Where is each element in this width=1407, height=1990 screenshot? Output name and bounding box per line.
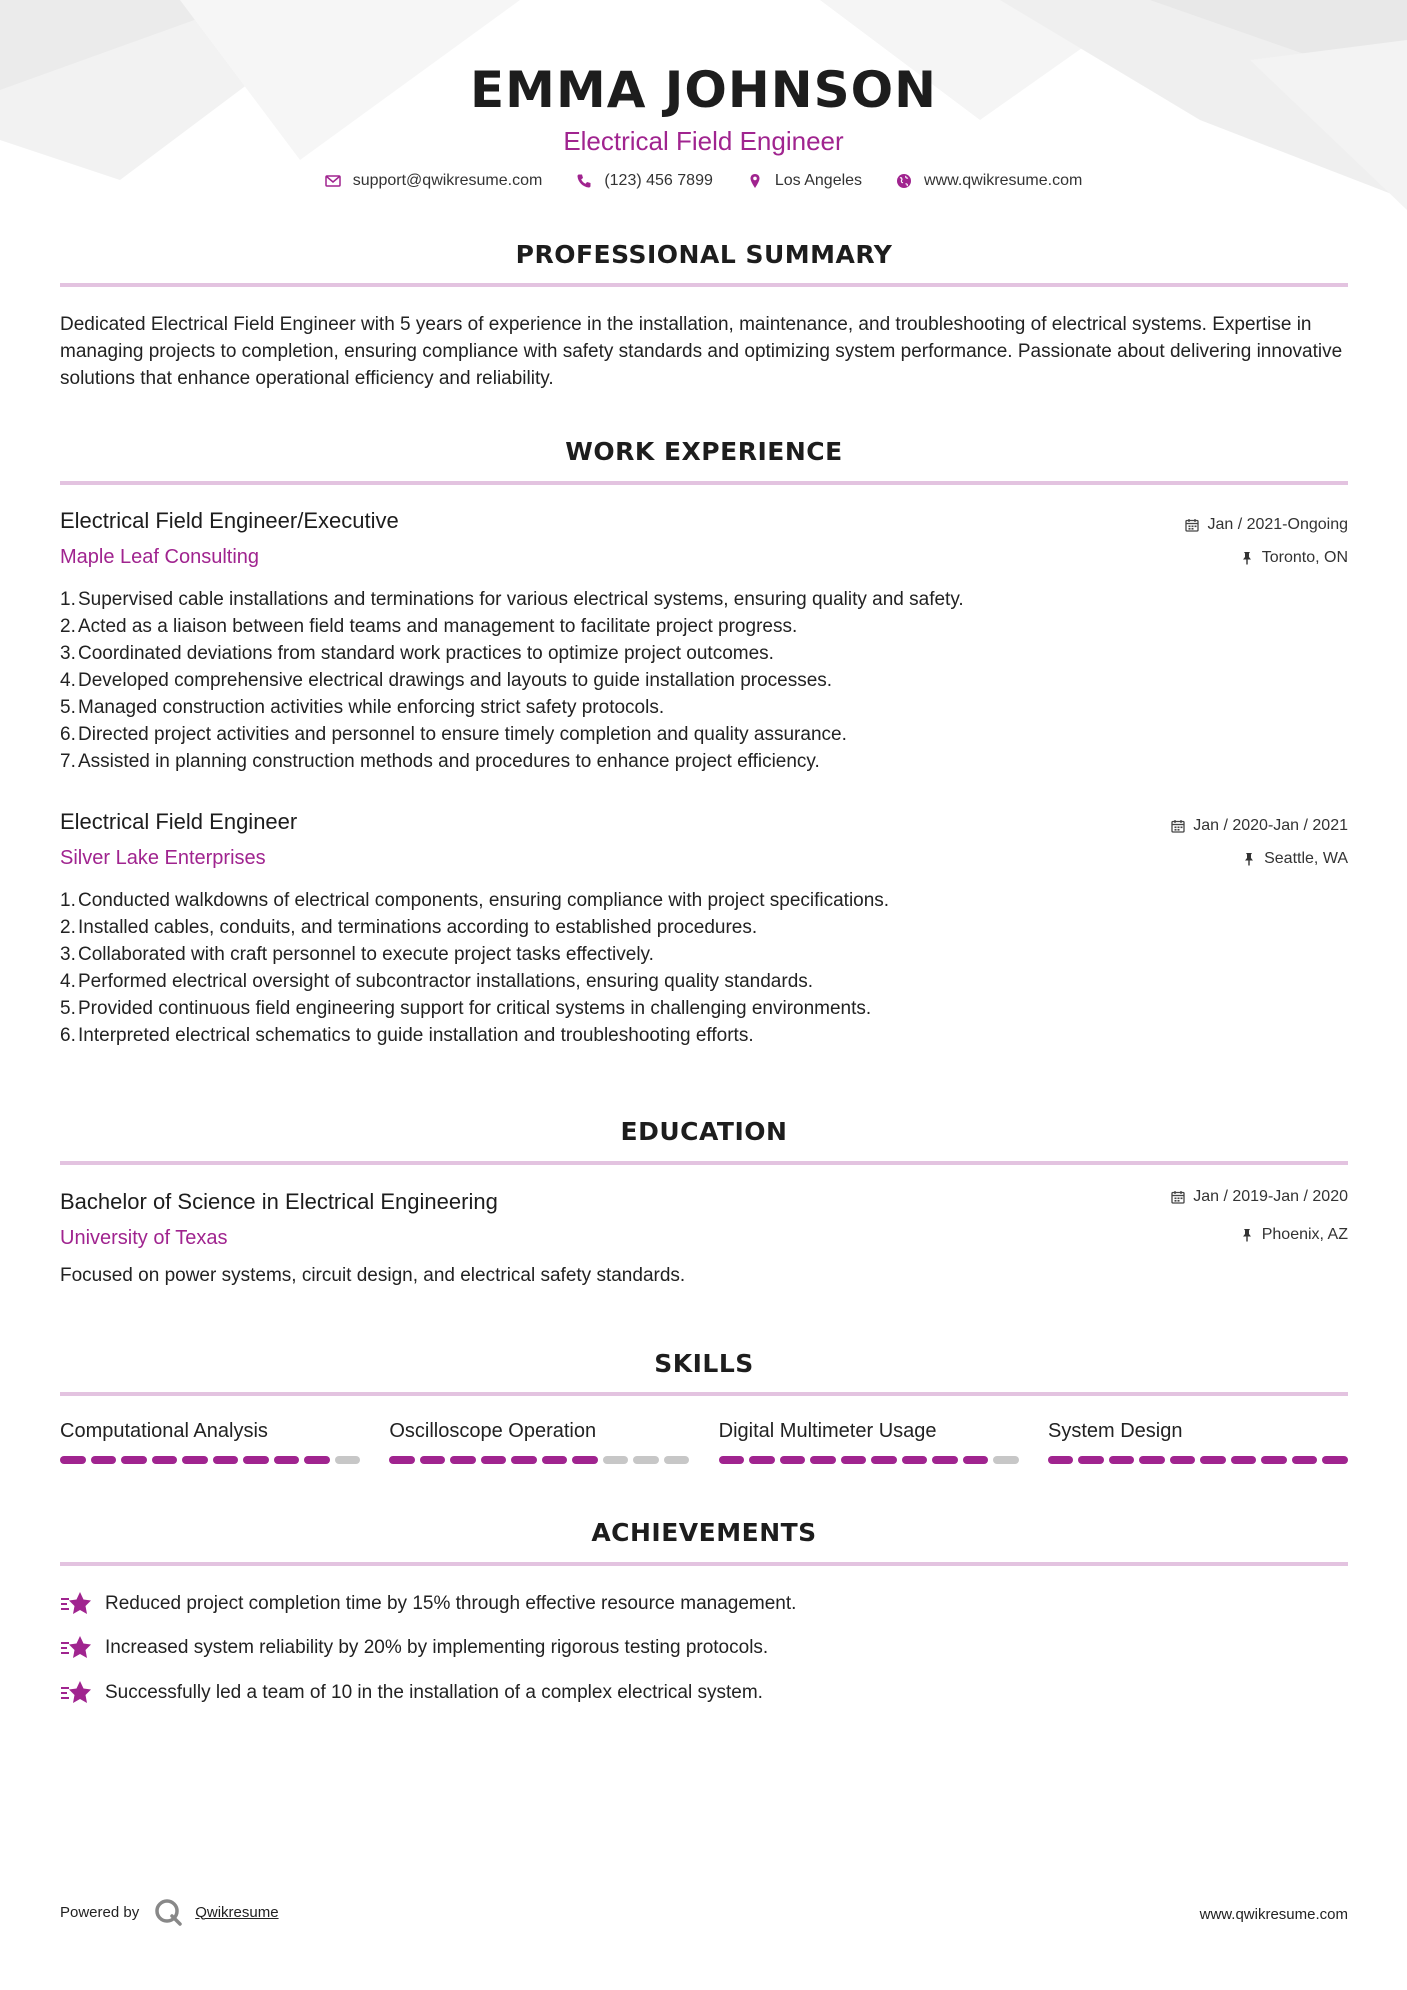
job-location-text-1: Toronto, ON (1261, 549, 1348, 566)
job-company-2: Silver Lake Enterprises (60, 847, 266, 869)
skill-item (60, 1420, 360, 1464)
job-title-1: Electrical Field Engineer/Executive (60, 508, 399, 533)
skills-divider (60, 1392, 1348, 1396)
website-text: www.qwikresume.com (924, 172, 1083, 189)
job-location-text-2: Seattle, WA (1264, 850, 1348, 867)
skill-segment-filled (182, 1456, 208, 1464)
skill-segment-filled (572, 1456, 598, 1464)
phone-icon (576, 173, 592, 189)
job-dates-1 (1185, 516, 1348, 534)
footer-powered-by (60, 1897, 279, 1927)
skill-level-bar (60, 1456, 360, 1464)
skill-level-bar (719, 1456, 1019, 1464)
job-dates-text-2: Jan / 2020-Jan / 2021 (1193, 817, 1348, 834)
candidate-name: EMMA JOHNSON (470, 61, 937, 119)
education-location-text: Phoenix, AZ (1261, 1226, 1348, 1243)
skill-segment-empty (633, 1456, 659, 1464)
skill-level-bar (1048, 1456, 1348, 1464)
skill-segment-filled (780, 1456, 806, 1464)
skill-name: Digital Multimeter Usage (718, 1420, 937, 1442)
achievement-text: Successfully led a team of 10 in the installation of a complex electrical system. (105, 1682, 763, 1703)
experience-heading: WORK EXPERIENCE (565, 437, 843, 466)
skill-segment-filled (1200, 1456, 1226, 1464)
skill-segment-filled (1231, 1456, 1257, 1464)
email-text: support@qwikresume.com (352, 172, 543, 189)
experience-divider (60, 481, 1348, 485)
education-location (1240, 1226, 1348, 1244)
calendar-icon (1185, 518, 1199, 532)
skills-heading: SKILLS (654, 1349, 754, 1378)
summary-divider (60, 283, 1348, 287)
job-dates-text-1: Jan / 2021-Ongoing (1207, 516, 1348, 533)
duty-item: 5. Provided continuous field engineering support for critical systems in challenging environments. (60, 998, 872, 1019)
skill-segment-filled (749, 1456, 775, 1464)
powered-by-label: Powered by (60, 1903, 140, 1921)
phone-text: (123) 456 7899 (604, 172, 713, 189)
duty-item: 2. Acted as a liaison between field teams and management to facilitate project progress. (60, 616, 798, 637)
job-company-1: Maple Leaf Consulting (60, 546, 260, 568)
education-dates-text: Jan / 2019-Jan / 2020 (1193, 1188, 1348, 1205)
duty-item: 4. Performed electrical oversight of subcontractor installations, ensuring quality standards. (60, 971, 814, 992)
skill-segment-filled (511, 1456, 537, 1464)
skill-segment-filled (274, 1456, 300, 1464)
contact-phone[interactable] (576, 172, 713, 190)
summary-heading: PROFESSIONAL SUMMARY (515, 240, 893, 269)
skill-segment-filled (60, 1456, 86, 1464)
education-dates (1171, 1188, 1348, 1206)
duty-item: 1. Conducted walkdowns of electrical components, ensuring compliance with project specifications. (60, 890, 890, 911)
duty-item: 1. Supervised cable installations and terminations for various electrical systems, ensuring quality and safety. (60, 589, 964, 610)
education-school: University of Texas (60, 1227, 228, 1249)
calendar-icon (1171, 819, 1185, 833)
skill-segment-filled (91, 1456, 117, 1464)
skill-segment-filled (243, 1456, 269, 1464)
achievements-divider (60, 1562, 1348, 1566)
skill-segment-filled (304, 1456, 330, 1464)
skill-segment-filled (1078, 1456, 1104, 1464)
qwikresume-link[interactable]: Qwikresume (195, 1903, 279, 1921)
skill-segment-filled (963, 1456, 989, 1464)
skill-segment-filled (932, 1456, 958, 1464)
skill-segment-filled (542, 1456, 568, 1464)
candidate-title: Electrical Field Engineer (563, 126, 844, 156)
duty-item: 2. Installed cables, conduits, and terminations according to established procedures. (60, 917, 758, 938)
contact-website[interactable] (896, 172, 1082, 190)
duty-item: 6. Directed project activities and personnel to ensure timely completion and quality assurance. (60, 724, 847, 745)
location-text: Los Angeles (774, 172, 863, 189)
skill-segment-filled (121, 1456, 147, 1464)
job-title-2: Electrical Field Engineer (60, 809, 298, 834)
skill-segment-filled (1170, 1456, 1196, 1464)
contact-location (747, 172, 862, 190)
star-icon (60, 1679, 92, 1707)
duty-item: 4. Developed comprehensive electrical drawings and layouts to guide installation processes. (60, 670, 833, 691)
skill-segment-filled (213, 1456, 239, 1464)
skill-segment-filled (450, 1456, 476, 1464)
duty-item: 3. Collaborated with craft personnel to execute project tasks effectively. (60, 944, 654, 965)
envelope-icon (325, 173, 341, 189)
skill-item (389, 1420, 689, 1464)
pushpin-icon (1240, 551, 1254, 565)
skill-segment-filled (389, 1456, 415, 1464)
globe-icon (896, 173, 912, 189)
skill-name: Computational Analysis (60, 1420, 268, 1442)
skill-level-bar (389, 1456, 689, 1464)
skill-segment-filled (420, 1456, 446, 1464)
star-icon (60, 1634, 92, 1662)
achievement-item (60, 1590, 796, 1618)
skill-segment-filled (902, 1456, 928, 1464)
skill-item (719, 1420, 1019, 1464)
skill-segment-filled (719, 1456, 745, 1464)
skill-segment-filled (1139, 1456, 1165, 1464)
skill-segment-filled (841, 1456, 867, 1464)
skill-segment-filled (152, 1456, 178, 1464)
achievements-heading: ACHIEVEMENTS (591, 1518, 817, 1547)
job-dates-2 (1171, 817, 1348, 835)
education-description: Focused on power systems, circuit design, and electrical safety standards. (60, 1265, 686, 1286)
achievement-item (60, 1634, 768, 1662)
skill-segment-filled (481, 1456, 507, 1464)
star-icon (60, 1590, 92, 1618)
job-duties-1 (60, 586, 1348, 775)
footer-website[interactable]: www.qwikresume.com (1199, 1906, 1348, 1923)
achievement-text: Increased system reliability by 20% by implementing rigorous testing protocols. (105, 1637, 769, 1658)
pushpin-icon (1240, 1228, 1254, 1242)
qwikresume-logo-icon (153, 1897, 183, 1927)
map-pin-icon (747, 173, 763, 189)
contact-bar (0, 172, 1407, 190)
skill-segment-filled (1322, 1456, 1348, 1464)
job-duties-2 (60, 887, 1348, 1049)
skill-segment-filled (1109, 1456, 1135, 1464)
skill-name: System Design (1047, 1420, 1183, 1442)
duty-item: 5. Managed construction activities while enforcing strict safety protocols. (60, 697, 665, 718)
calendar-icon (1171, 1190, 1185, 1204)
job-location-1 (1240, 549, 1348, 567)
duty-item: 3. Coordinated deviations from standard work practices to optimize project outcomes. (60, 643, 774, 664)
skill-segment-filled (810, 1456, 836, 1464)
skill-segment-empty (603, 1456, 629, 1464)
job-location-2 (1242, 850, 1348, 868)
skill-segment-filled (1048, 1456, 1074, 1464)
pushpin-icon (1242, 852, 1256, 866)
summary-text: Dedicated Electrical Field Engineer with 5 years of experience in the installation, maintenance, and troubleshooting of electrical systems. Expertise in managing projects to completion, ensuring compliance with safety standards and optimizing system performance. Passionate about delivering innovative solutions that enhance operational efficiency and reliability. (60, 314, 1343, 389)
skills-list (60, 1420, 1348, 1464)
achievement-text: Reduced project completion time by 15% through effective resource management. (105, 1593, 797, 1614)
skill-segment-empty (664, 1456, 690, 1464)
skill-segment-empty (335, 1456, 361, 1464)
achievement-item (60, 1679, 763, 1707)
resume-header (0, 58, 1407, 158)
duty-item: 7. Assisted in planning construction methods and procedures to enhance project efficiency. (60, 751, 820, 772)
education-heading: EDUCATION (620, 1117, 788, 1146)
skill-item (1048, 1420, 1348, 1464)
skill-segment-filled (1261, 1456, 1287, 1464)
contact-email[interactable] (325, 172, 543, 190)
education-degree: Bachelor of Science in Electrical Engineering (60, 1189, 498, 1214)
skill-segment-filled (1292, 1456, 1318, 1464)
skill-name: Oscilloscope Operation (389, 1420, 597, 1442)
duty-item: 6. Interpreted electrical schematics to guide installation and troubleshooting efforts. (60, 1025, 754, 1046)
skill-segment-filled (871, 1456, 897, 1464)
skill-segment-empty (993, 1456, 1019, 1464)
education-divider (60, 1161, 1348, 1165)
